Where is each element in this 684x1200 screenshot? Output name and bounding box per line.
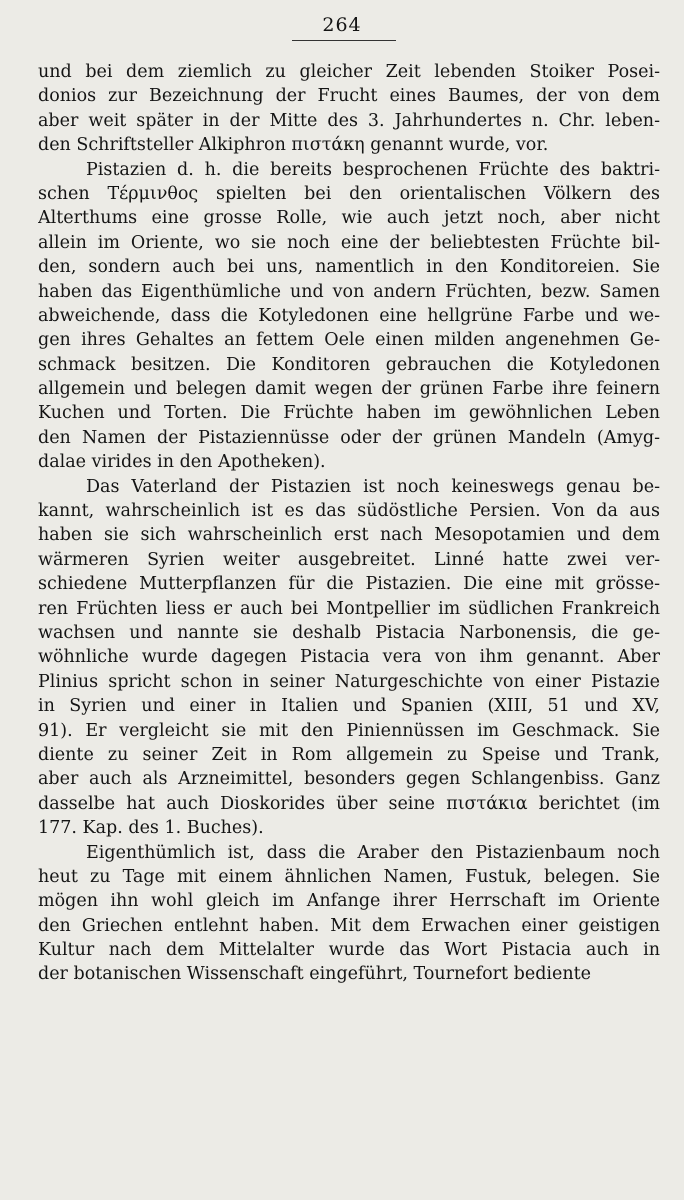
- text-line: 177. Kap. des 1. Buches).: [38, 818, 264, 839]
- text-line: gen ihres Gehaltes an fettem Oele einen milden angenehmen Ge-: [38, 330, 660, 351]
- text-line: allein im Oriente, wo sie noch eine der beliebtesten Früchte bil-: [38, 232, 660, 253]
- header-rule: [292, 40, 396, 41]
- text-line: haben sie sich wahrscheinlich erst nach Mesopotamien und dem: [38, 525, 660, 546]
- text-line: aber auch als Arzneimittel, besonders gegen Schlangenbiss. Ganz: [38, 769, 660, 790]
- text-line: schen Τέρμινθος spielten bei den orientalischen Völkern des: [38, 183, 660, 204]
- text-line: schmack besitzen. Die Konditoren gebrauchen die Kotyledonen: [38, 354, 660, 375]
- text-line: kannt, wahrscheinlich ist es das südöstliche Persien. Von da aus: [38, 501, 660, 522]
- text-line: allgemein und belegen damit wegen der grünen Farbe ihre feinern: [38, 379, 660, 400]
- text-line: aber weit später in der Mitte des 3. Jahrhundertes n. Chr. leben-: [38, 110, 660, 131]
- text-line: wöhnliche wurde dagegen Pistacia vera von ihm genannt. Aber: [38, 647, 660, 668]
- text-line: Alterthums eine grosse Rolle, wie auch jetzt noch, aber nicht: [38, 208, 660, 229]
- text-line: dasselbe hat auch Dioskorides über seine πιστάκια berichtet (im: [38, 793, 660, 814]
- text-line: ren Früchten liess er auch bei Montpellier im südlichen Frankreich: [38, 598, 660, 619]
- text-line: Kultur nach dem Mittelalter wurde das Wort Pistacia auch in: [38, 940, 660, 961]
- text-line: und bei dem ziemlich zu gleicher Zeit lebenden Stoiker Posei-: [38, 62, 660, 82]
- paragraph: [38, 60, 660, 158]
- text-line: den Schriftsteller Alkiphron πιστάκη genannt wurde, vor.: [38, 135, 549, 156]
- text-line: wärmeren Syrien weiter ausgebreitet. Linné hatte zwei ver-: [38, 549, 660, 570]
- text-line: Pistazien d. h. die bereits besprochenen Früchte des baktri-: [86, 159, 660, 180]
- text-line: den, sondern auch bei uns, namentlich in den Konditoreien. Sie: [38, 257, 660, 278]
- text-line: Plinius spricht schon in seiner Naturgeschichte von einer Pistazie: [38, 671, 660, 692]
- text-line: diente zu seiner Zeit in Rom allgemein zu Speise und Trank,: [38, 744, 660, 765]
- text-line: mögen ihn wohl gleich im Anfange ihrer Herrschaft im Oriente: [38, 891, 660, 912]
- text-line: dalae virides in den Apotheken).: [38, 452, 326, 473]
- page-number: 264: [322, 14, 362, 36]
- text-line: heut zu Tage mit einem ähnlichen Namen, Fustuk, belegen. Sie: [38, 866, 660, 887]
- text-line: in Syrien und einer in Italien und Spanien (XIII, 51 und XV,: [38, 696, 660, 717]
- paragraph: [38, 475, 660, 841]
- text-line: der botanischen Wissenschaft eingeführt, Tournefort bediente: [38, 964, 592, 985]
- text-line: haben das Eigenthümliche und von andern Früchten, bezw. Samen: [38, 281, 660, 302]
- text-line: Kuchen und Torten. Die Früchte haben im gewöhnlichen Leben: [38, 403, 660, 424]
- text-line: donios zur Bezeichnung der Frucht eines Baumes, der von dem: [38, 86, 660, 107]
- text-line: abweichende, dass die Kotyledonen eine hellgrüne Farbe und we-: [38, 305, 660, 326]
- text-line: Das Vaterland der Pistazien ist noch keineswegs genau be-: [86, 476, 660, 497]
- text-line: Eigenthümlich ist, dass die Araber den Pistazienbaum noch: [86, 842, 660, 863]
- text-line: den Griechen entlehnt haben. Mit dem Erwachen einer geistigen: [38, 915, 660, 936]
- text-line: schiedene Mutterpflanzen für die Pistazien. Die eine mit grösse-: [38, 574, 660, 595]
- paragraph: [38, 158, 660, 475]
- body-text: [38, 60, 660, 987]
- text-line: 91). Er vergleicht sie mit den Piniennüssen im Geschmack. Sie: [38, 720, 660, 741]
- text-line: wachsen und nannte sie deshalb Pistacia Narbonensis, die ge-: [38, 622, 660, 643]
- paragraph: [38, 841, 660, 987]
- text-line: den Namen der Pistaziennüsse oder der grünen Mandeln (Amyg-: [38, 427, 660, 448]
